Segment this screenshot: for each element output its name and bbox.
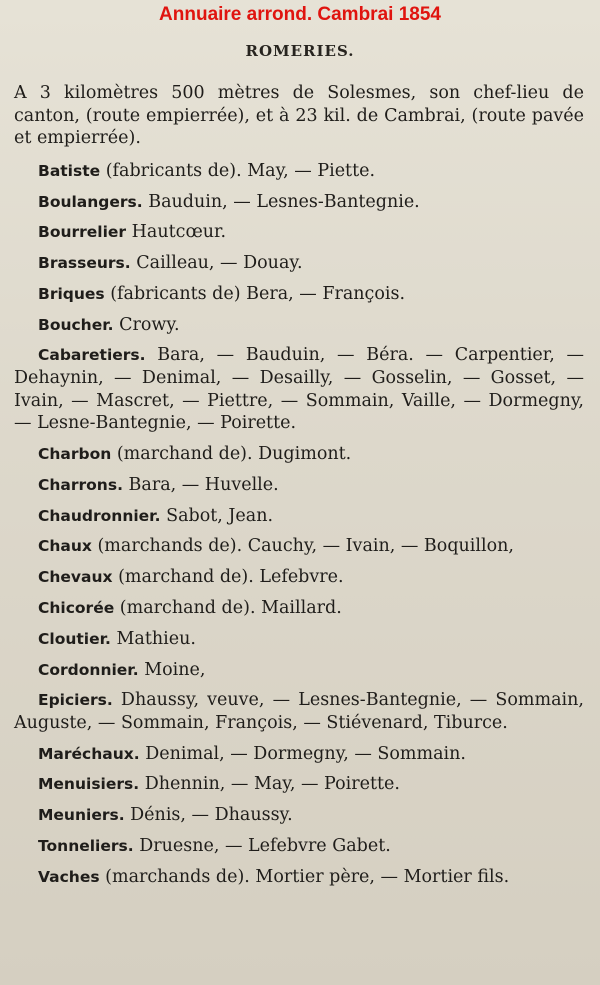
directory-entry <box>14 689 584 734</box>
entry-names: (fabricants de) Bera, — François. <box>104 283 406 304</box>
entry-names: Dhennin, — May, — Poirette. <box>139 774 400 795</box>
directory-entry <box>14 505 584 528</box>
entry-trade: Chicorée <box>38 598 115 617</box>
entry-names: (marchand de). Dugimont. <box>111 444 352 465</box>
directory-entry <box>14 535 584 558</box>
entry-trade: Charrons. <box>38 475 123 494</box>
directory-entry <box>14 866 584 889</box>
entry-trade: Boucher. <box>38 315 114 334</box>
directory-entry <box>14 191 584 214</box>
directory-entry <box>14 659 584 682</box>
entry-trade: Menuisiers. <box>38 775 140 794</box>
directory-entry <box>14 252 584 275</box>
entry-list <box>14 160 584 889</box>
entry-names: Druesne, — Lefebvre Gabet. <box>133 836 391 856</box>
entry-names: (marchand de). Lefebvre. <box>112 567 344 588</box>
directory-entry <box>14 566 584 589</box>
entry-names: Moine, <box>138 659 206 680</box>
directory-entry <box>14 597 584 620</box>
directory-entry <box>14 221 584 244</box>
directory-entry <box>14 628 584 651</box>
entry-names: Bara, — Huvelle. <box>122 474 279 495</box>
entry-trade: Brasseurs. <box>38 254 131 273</box>
intro-paragraph: A 3 kilomètres 500 mètres de Solesmes, son chef-lieu de canton, (route empierrée), et à 23 kil. de Cambrai, (route pavée et empierrée). <box>14 83 584 149</box>
entry-names: Mathieu. <box>110 628 196 649</box>
entry-names: Bara, — Bauduin, — Béra. — Carpentier, — Dehaynin, — Denimal, — Desailly, — Gosselin, — Gosset, — Ivain, — Mascret, — Piettre, — Sommain, Vaille, — Dormegny, — Lesne-Bantegnie, — Poirette. <box>14 345 584 434</box>
entry-names: Dhaussy, veuve, — Lesnes-Bantegnie, — Sommain, Auguste, — Sommain, François, — Stiévenard, Tiburce. <box>14 690 584 733</box>
entry-names: Crowy. <box>113 314 180 335</box>
directory-page <box>14 82 584 897</box>
entry-names: Sabot, Jean. <box>160 505 274 526</box>
entry-trade: Epiciers. <box>38 691 113 710</box>
directory-entry <box>14 743 584 766</box>
directory-entry <box>14 804 584 827</box>
entry-names: (marchand de). Maillard. <box>114 597 342 618</box>
page-heading: ROMERIES. <box>245 42 355 60</box>
entry-names: Hautcœur. <box>126 222 227 243</box>
directory-entry <box>14 283 584 306</box>
entry-trade: Vaches <box>38 867 100 886</box>
image-caption: Annuaire arrond. Cambrai 1854 <box>159 4 441 25</box>
entry-trade: Boulangers. <box>38 192 143 211</box>
entry-names: (marchands de). Mortier père, — Mortier fils. <box>99 866 510 887</box>
entry-trade: Cordonnier. <box>38 660 139 679</box>
directory-entry <box>14 474 584 497</box>
entry-trade: Chevaux <box>38 568 113 587</box>
entry-names: (marchands de). Cauchy, — Ivain, — Boquillon, <box>91 536 514 557</box>
entry-trade: Charbon <box>38 445 112 464</box>
entry-names: Dénis, — Dhaussy. <box>124 805 293 826</box>
directory-entry <box>14 773 584 796</box>
entry-names: Bauduin, — Lesnes-Bantegnie. <box>142 191 420 212</box>
entry-trade: Maréchaux. <box>38 744 140 763</box>
directory-entry <box>14 835 584 858</box>
entry-names: Denimal, — Dormegny, — Sommain. <box>139 743 466 764</box>
directory-entry <box>14 160 584 183</box>
directory-entry <box>14 344 584 434</box>
entry-trade: Meuniers. <box>38 806 125 825</box>
entry-trade: Bourrelier <box>38 223 127 242</box>
entry-trade: Cloutier. <box>38 629 111 648</box>
entry-trade: Briques <box>38 284 105 303</box>
entry-trade: Batiste <box>38 161 101 180</box>
entry-trade: Cabaretiers. <box>38 346 146 365</box>
directory-entry <box>14 443 584 466</box>
entry-names: Cailleau, — Douay. <box>130 253 303 274</box>
entry-trade: Tonneliers. <box>38 837 134 855</box>
entry-trade: Chaudronnier. <box>38 506 161 525</box>
entry-trade: Chaux <box>38 537 92 556</box>
entry-names: (fabricants de). May, — Piette. <box>100 160 376 181</box>
directory-entry <box>14 314 584 337</box>
